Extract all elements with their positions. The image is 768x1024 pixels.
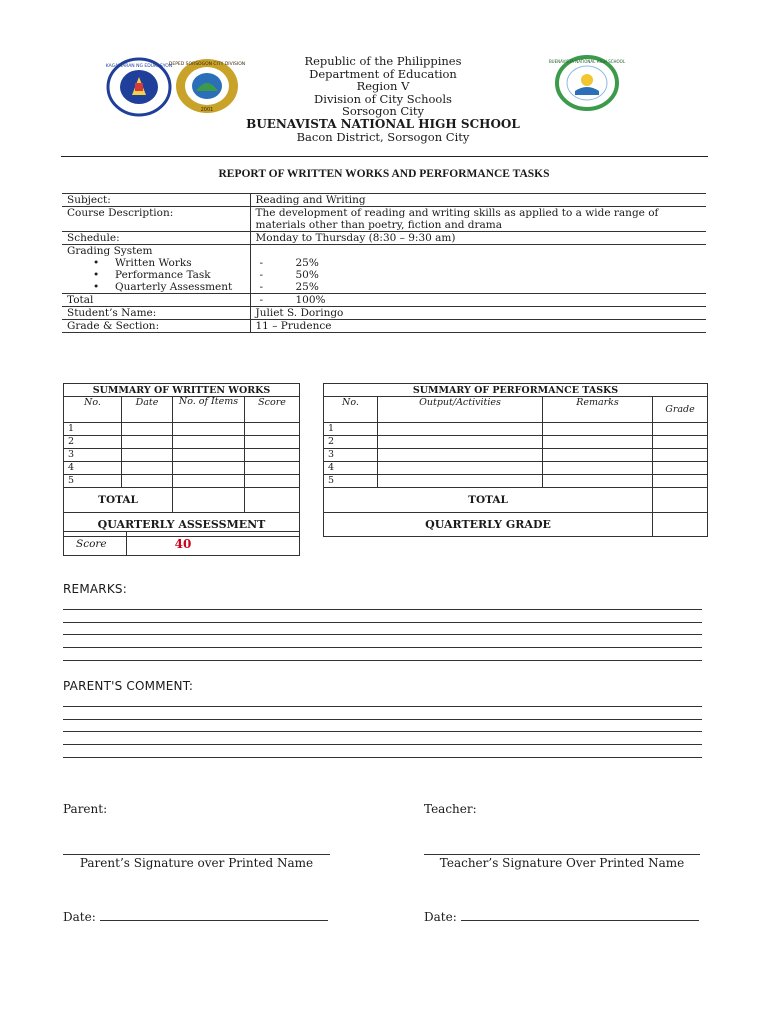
grading-weight: - 50% [256, 269, 702, 281]
header-school-name: BUENAVISTA NATIONAL HIGH SCHOOL [246, 116, 520, 131]
table-row: 3 [324, 449, 378, 462]
header-divider [61, 156, 708, 157]
total-label: Total [62, 294, 250, 307]
ww-col-score: Score [245, 397, 300, 423]
written-works-title: SUMMARY OF WRITTEN WORKS [64, 384, 300, 397]
student-name-label: Student’s Name: [62, 307, 250, 320]
remarks-lines[interactable] [63, 597, 702, 661]
teacher-signature-line[interactable] [424, 854, 700, 855]
score-value: 40 [127, 532, 300, 556]
pt-total-label: TOTAL [324, 488, 653, 513]
student-info-table [62, 193, 706, 333]
course-label: Course Description: [62, 207, 250, 232]
parent-date-row [63, 910, 328, 924]
performance-tasks-table [323, 383, 708, 537]
header-republic: Republic of the Philippines [304, 54, 462, 68]
remarks-label: REMARKS: [63, 582, 127, 596]
teacher-date-label: Date: [424, 910, 457, 924]
written-works-table [63, 383, 300, 537]
quarterly-grade-label: QUARTERLY GRADE [324, 513, 653, 537]
ww-total-label: TOTAL [64, 488, 173, 513]
parent-signature-caption: Parent’s Signature over Printed Name [79, 856, 314, 870]
teacher-label: Teacher: [424, 802, 477, 816]
document-header [200, 55, 566, 143]
student-name-value: Juliet S. Doringo [250, 307, 706, 320]
grade-section-label: Grade & Section: [62, 320, 250, 333]
subject-value: Reading and Writing [250, 194, 706, 207]
table-row: 5 [324, 475, 378, 488]
header-address: Bacon District, Sorsogon City [296, 129, 470, 144]
division-seal-text: DEPED SORSOGON CITY DIVISION [168, 62, 246, 67]
grading-item: • Written Works [67, 257, 245, 269]
header-department: Department of Education [309, 66, 457, 81]
grade-section-value: 11 – Prudence [250, 320, 706, 333]
parent-signature-line[interactable] [63, 854, 330, 855]
report-title: REPORT OF WRITTEN WORKS AND PERFORMANCE TASKS [218, 168, 550, 180]
deped-seal-text: KAGAWARAN NG EDUKASYON [105, 64, 173, 69]
total-value: - 100% [256, 294, 702, 306]
header-division: Division of City Schools [314, 91, 452, 106]
ww-col-no: No. [64, 397, 122, 423]
division-seal-year: 2001 [200, 107, 214, 113]
teacher-signature-caption: Teacher’s Signature Over Printed Name [439, 856, 685, 870]
parent-date-field[interactable] [100, 911, 328, 921]
table-row: 1 [64, 423, 122, 436]
grading-weight: - 25% [256, 281, 702, 293]
subject-label: Subject: [62, 194, 250, 207]
grading-weights-list [256, 257, 702, 293]
header-city: Sorsogon City [341, 104, 425, 119]
grading-label: Grading System [62, 245, 250, 258]
table-row: 1 [324, 423, 378, 436]
teacher-date-field[interactable] [461, 911, 699, 921]
schedule-value: Monday to Thursday (8:30 – 9:30 am) [250, 232, 706, 245]
pt-col-no: No. [324, 397, 378, 423]
performance-tasks-title: SUMMARY OF PERFORMANCE TASKS [324, 384, 708, 397]
table-row: 4 [324, 462, 378, 475]
grading-item: • Performance Task [67, 269, 245, 281]
score-box [63, 531, 300, 556]
table-row: 2 [324, 436, 378, 449]
pt-col-remarks: Remarks [543, 397, 653, 423]
parent-label: Parent: [63, 802, 108, 816]
ww-col-items: No. of Items [173, 397, 245, 423]
pt-col-grade: Grade [653, 397, 708, 423]
grading-item: • Quarterly Assessment [67, 281, 245, 293]
quarterly-assessment-label: QUARTERLY ASSESSMENT [64, 513, 300, 537]
school-seal-text: BUENAVISTA NATIONAL HIGH SCHOOL [548, 59, 626, 64]
parent-comment-label: PARENT'S COMMENT: [63, 679, 194, 693]
grading-components-list [67, 257, 245, 293]
grading-weight: - 25% [256, 257, 702, 269]
ww-col-date: Date [122, 397, 173, 423]
table-row: 5 [64, 475, 122, 488]
deped-seal-logo [104, 57, 174, 117]
score-label: Score [64, 532, 127, 556]
parent-date-label: Date: [63, 910, 96, 924]
table-row: 3 [64, 449, 122, 462]
pt-col-output: Output/Activities [378, 397, 543, 423]
header-region: Region V [356, 79, 410, 94]
schedule-label: Schedule: [62, 232, 250, 245]
course-value: The development of reading and writing skills as applied to a wide range of materials other than poetry, fiction and drama [250, 207, 706, 232]
teacher-date-row [424, 910, 699, 924]
table-row: 4 [64, 462, 122, 475]
parent-comment-lines[interactable] [63, 694, 702, 758]
table-row: 2 [64, 436, 122, 449]
